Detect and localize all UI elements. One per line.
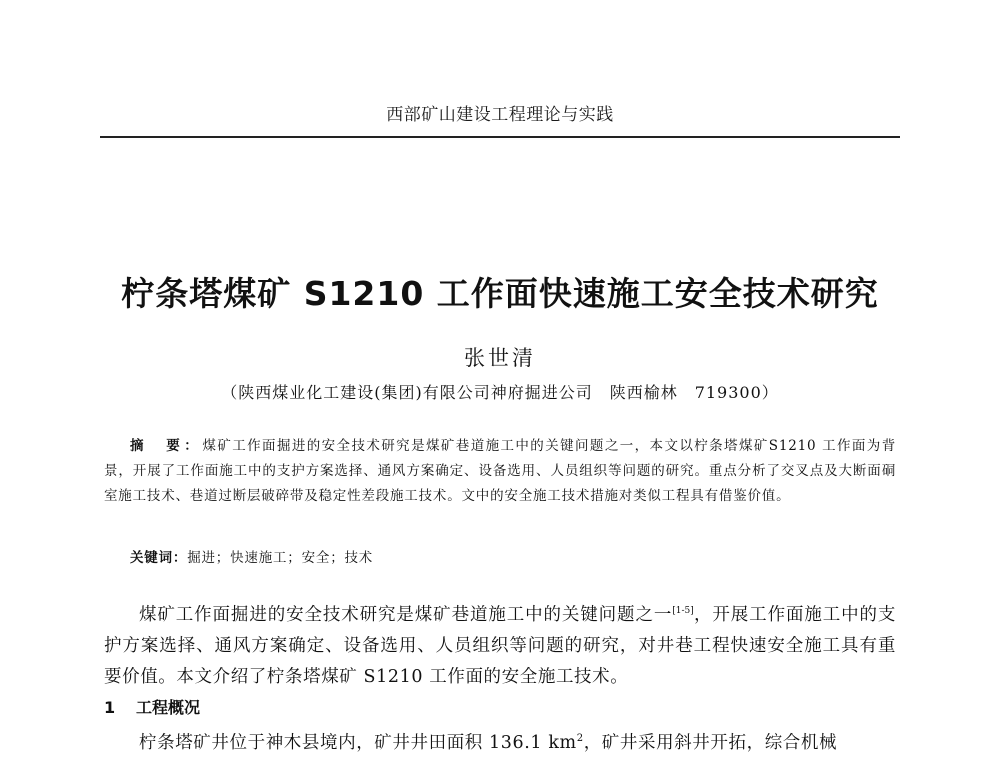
intro-text-1: 煤矿工作面掘进的安全技术研究是煤矿巷道施工中的关键问题之一: [139, 604, 673, 625]
section-heading: [104, 695, 200, 718]
keywords: [130, 546, 890, 566]
section-text-2: ，矿井采用斜井开拓，综合机械: [583, 732, 838, 753]
keywords-label: 关键词：: [130, 550, 188, 566]
section-title: 工程概况: [136, 698, 201, 717]
header-rule: [100, 136, 900, 138]
abstract-text: 煤矿工作面掘进的安全技术研究是煤矿巷道施工中的关键问题之一，本文以柠条塔煤矿S1210 工作面为背景，开展了工作面施工中的支护方案选择、通风方案确定、设备选用、人员组织等问题的研究。重点分析了交叉点及大断面硐室施工技术、巷道过断层破碎带及稳定性差段施工技术。文中的安全施工技术措施对类似工程具有借鉴价值。: [104, 438, 896, 504]
article-title: 柠条塔煤矿 S1210 工作面快速施工安全技术研究: [121, 274, 879, 313]
running-header: 西部矿山建设工程理论与实践: [386, 105, 614, 125]
section-number: 1: [104, 698, 116, 717]
keywords-text: 掘进；快速施工；安全；技术: [187, 550, 374, 566]
citation-ref: [1-5]: [672, 606, 694, 616]
abstract: [104, 434, 896, 509]
superscript: 2: [576, 733, 584, 744]
abstract-label: 摘 要：: [130, 438, 203, 454]
section-paragraph: [104, 723, 896, 759]
intro-text-2: ，开展工作面施工中的支护方案选择、通风方案确定、设备选用、人员组织等问题的研究，对井巷工程快速安全施工具有重要价值。本文介绍了柠条塔煤矿 S1210 工作面的安全施工技术。: [104, 604, 896, 687]
author-name: 张世清: [464, 346, 536, 370]
intro-paragraph: [104, 596, 896, 693]
author-affiliation: （陕西煤业化工建设(集团)有限公司神府掘进公司 陕西榆林 719300）: [221, 383, 779, 402]
section-text-1: 柠条塔矿井位于神木县境内，矿井井田面积 136.1 km: [139, 732, 577, 753]
